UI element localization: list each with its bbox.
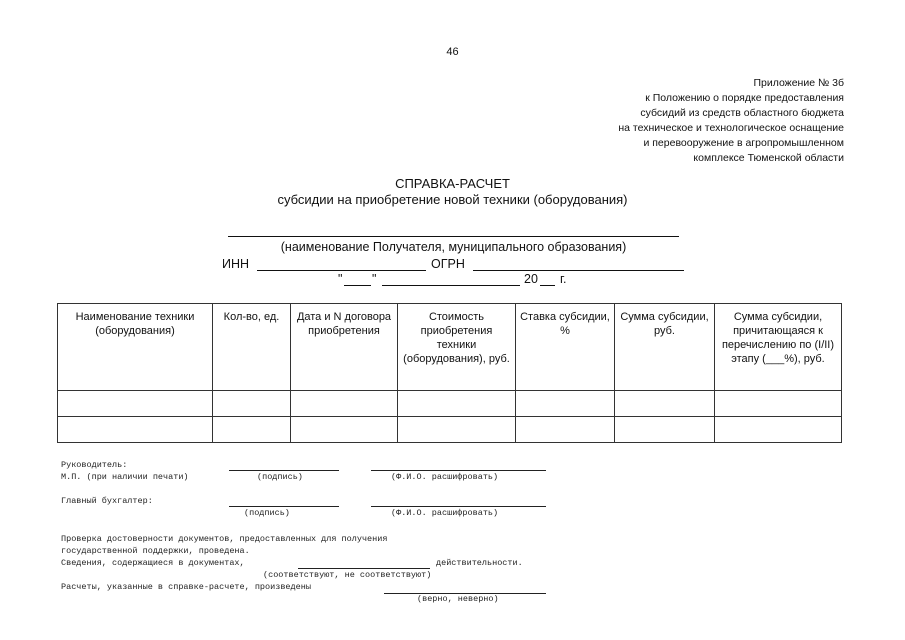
table-row [58, 417, 842, 443]
title-line-2: субсидии на приобретение новой техники (оборудования) [277, 192, 628, 207]
table-cell [615, 417, 715, 443]
accountant-label: Главный бухгалтер: [61, 496, 153, 506]
table-cell [213, 391, 291, 417]
table-header-cell: Дата и N договора приобретения [291, 304, 398, 391]
subsidy-table [57, 303, 842, 443]
table-cell [58, 417, 213, 443]
accountant-name-caption: (Ф.И.О. расшифровать) [391, 508, 499, 518]
inn-label: ИНН [222, 257, 250, 271]
check-line-1: Проверка достоверности документов, предоставленных для получения [61, 534, 388, 544]
appendix-note [618, 76, 844, 166]
head-signature-line [229, 470, 339, 471]
year-line [540, 285, 555, 286]
inn-field-line [257, 270, 426, 271]
date-quote-close: " [372, 272, 377, 286]
date-month-line [382, 285, 520, 286]
table-cell [715, 417, 842, 443]
calc-prefix: Расчеты, указанные в справке-расчете, произведены [61, 582, 311, 592]
table-header-cell: Сумма субсидии, руб. [615, 304, 715, 391]
table-cell [291, 391, 398, 417]
head-signature-caption: (подпись) [257, 472, 303, 482]
table-cell [398, 417, 516, 443]
table-cell [291, 417, 398, 443]
appendix-line: на техническое и технологическое оснащение [618, 122, 844, 134]
accountant-name-line [371, 506, 546, 507]
info-suffix: действительности. [436, 558, 523, 568]
head-label: Руководитель: [61, 460, 128, 470]
table-header-row [58, 304, 842, 391]
appendix-line: субсидий из средств областного бюджета [640, 107, 844, 119]
title-line-1: СПРАВКА-РАСЧЕТ [395, 176, 510, 191]
year-prefix: 20 [524, 272, 538, 286]
table-header-cell: Сумма субсидии, причитающаяся к перечислению по (I/II) этапу (___%), руб. [715, 304, 842, 391]
accountant-signature-caption: (подпись) [244, 508, 290, 518]
appendix-line: и перевооружение в агропромышленном [643, 137, 844, 149]
table-cell [213, 417, 291, 443]
stamp-label: М.П. (при наличии печати) [61, 472, 189, 482]
table-header-cell: Ставка субсидии, % [516, 304, 615, 391]
info-prefix: Сведения, содержащиеся в документах, [61, 558, 245, 568]
appendix-line: Приложение № 3б [753, 77, 844, 89]
ogrn-label: ОГРН [431, 257, 465, 271]
check-line-2: государственной поддержки, проведена. [61, 546, 250, 556]
table-header-cell: Наименование техники (оборудования) [58, 304, 213, 391]
table-row [58, 391, 842, 417]
appendix-line: комплексе Тюменской области [693, 152, 844, 164]
recipient-caption: (наименование Получателя, муниципального образования) [280, 240, 627, 254]
date-quote-open: " [338, 272, 343, 286]
table-cell [516, 417, 615, 443]
recipient-name-line [228, 236, 679, 237]
table-cell [398, 391, 516, 417]
table-cell [58, 391, 213, 417]
info-caption: (соответствуют, не соответствуют) [263, 570, 432, 580]
page-number: 46 [446, 46, 459, 58]
date-day-line [344, 285, 371, 286]
table-cell [615, 391, 715, 417]
table-header-cell: Стоимость приобретения техники (оборудования), руб. [398, 304, 516, 391]
table-header-cell: Кол-во, ед. [213, 304, 291, 391]
appendix-line: к Положению о порядке предоставления [645, 92, 844, 104]
head-name-line [371, 470, 546, 471]
accountant-signature-line [229, 506, 339, 507]
table-cell [715, 391, 842, 417]
document-title [0, 176, 905, 208]
table-cell [516, 391, 615, 417]
info-field-line [298, 568, 430, 569]
calc-caption: (верно, неверно) [417, 594, 499, 604]
ogrn-field-line [473, 270, 684, 271]
head-name-caption: (Ф.И.О. расшифровать) [391, 472, 499, 482]
year-suffix: г. [560, 272, 567, 286]
